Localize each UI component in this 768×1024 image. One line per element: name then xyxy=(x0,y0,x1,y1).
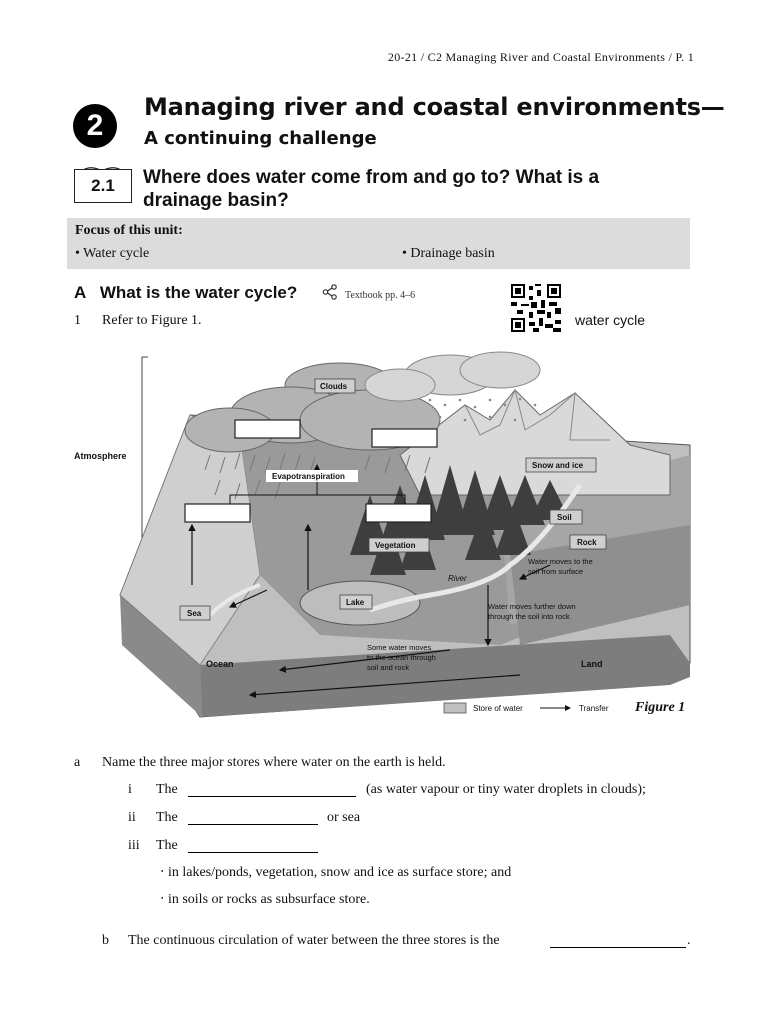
label-river: River xyxy=(448,574,467,583)
blank-box-transpiration[interactable] xyxy=(366,504,431,522)
label-rock: Rock xyxy=(577,538,597,547)
share-icon[interactable] xyxy=(322,284,338,300)
unit-number-box: 2.1 xyxy=(74,169,132,203)
focus-box xyxy=(67,218,690,269)
chapter-subtitle: A continuing challenge xyxy=(144,128,377,149)
label-ocean-move-line3: soil and rock xyxy=(367,663,410,672)
label-land: Land xyxy=(581,659,603,669)
qr-code-icon[interactable] xyxy=(511,284,561,332)
bullet-subsurface-store: ‧ in soils or rocks as subsurface store. xyxy=(160,892,370,907)
label-water-further-line1: Water moves further down xyxy=(488,602,576,611)
label-ocean: Ocean xyxy=(206,659,234,669)
legend-store-swatch xyxy=(444,703,466,713)
focus-title: Focus of this unit: xyxy=(75,223,183,238)
section-a-title: A What is the water cycle? xyxy=(74,283,298,302)
qr-label: water cycle xyxy=(575,312,646,328)
page-header: 20-21 / C2 Managing River and Coastal Environments / P. 1 xyxy=(387,50,694,64)
label-vegetation: Vegetation xyxy=(375,541,416,550)
focus-item-water-cycle: • Water cycle xyxy=(75,246,150,261)
question-1-text: Refer to Figure 1. xyxy=(102,313,202,328)
chapter-title: Managing river and coastal environments— xyxy=(144,93,725,121)
chapter-number-badge: 2 xyxy=(73,104,117,148)
label-evapotranspiration: Evapotranspiration xyxy=(272,472,345,481)
question-b-end: . xyxy=(687,933,691,948)
label-soil: Soil xyxy=(557,513,572,522)
item-iii-number: iii xyxy=(128,838,140,853)
answer-blank-ii[interactable] xyxy=(188,810,318,825)
question-1-number: 1 xyxy=(74,313,81,328)
legend-store-label: Store of water xyxy=(473,704,523,713)
label-snow-and-ice: Snow and ice xyxy=(532,461,584,470)
label-water-soil-line2: soil from surface xyxy=(528,567,584,576)
figure-caption: Figure 1 xyxy=(635,700,686,715)
question-b-letter: b xyxy=(102,933,109,948)
bullet-surface-store: ‧ in lakes/ponds, vegetation, snow and ice as surface store; and xyxy=(160,865,512,880)
textbook-reference: Textbook pp. 4–6 xyxy=(345,290,416,301)
blank-box-condensation[interactable] xyxy=(372,429,437,447)
blank-box-precipitation[interactable] xyxy=(235,420,300,438)
label-water-further-line2: through the soil into rock xyxy=(488,612,570,621)
label-lake: Lake xyxy=(346,598,365,607)
answer-blank-i[interactable] xyxy=(188,782,356,797)
legend-transfer-label: Transfer xyxy=(579,704,609,713)
label-ocean-move-line2: to the ocean through xyxy=(367,653,436,662)
blank-box-evaporation[interactable] xyxy=(185,504,250,522)
water-cycle-diagram xyxy=(70,345,700,735)
item-i-pre: The xyxy=(156,782,178,797)
item-i-post: (as water vapour or tiny water droplets in clouds); xyxy=(366,782,646,797)
unit-title: Where does water come from and go to? What is a drainage basin? xyxy=(143,167,600,211)
focus-item-drainage-basin: • Drainage basin xyxy=(402,246,495,261)
label-sea: Sea xyxy=(187,609,202,618)
item-i-number: i xyxy=(128,782,132,797)
question-a-text: Name the three major stores where water on the earth is held. xyxy=(102,755,446,770)
item-ii-pre: The xyxy=(156,810,178,825)
item-iii-pre: The xyxy=(156,838,178,853)
label-ocean-move-line1: Some water moves xyxy=(367,643,432,652)
label-water-soil-line1: Water moves to the xyxy=(528,557,593,566)
answer-blank-b[interactable] xyxy=(550,933,686,948)
label-atmosphere: Atmosphere xyxy=(74,451,127,461)
question-a-letter: a xyxy=(74,755,81,770)
item-ii-number: ii xyxy=(128,810,136,825)
question-b-text: The continuous circulation of water between the three stores is the xyxy=(128,933,500,948)
item-ii-post: or sea xyxy=(327,810,361,825)
answer-blank-iii[interactable] xyxy=(188,838,318,853)
label-clouds: Clouds xyxy=(320,382,348,391)
